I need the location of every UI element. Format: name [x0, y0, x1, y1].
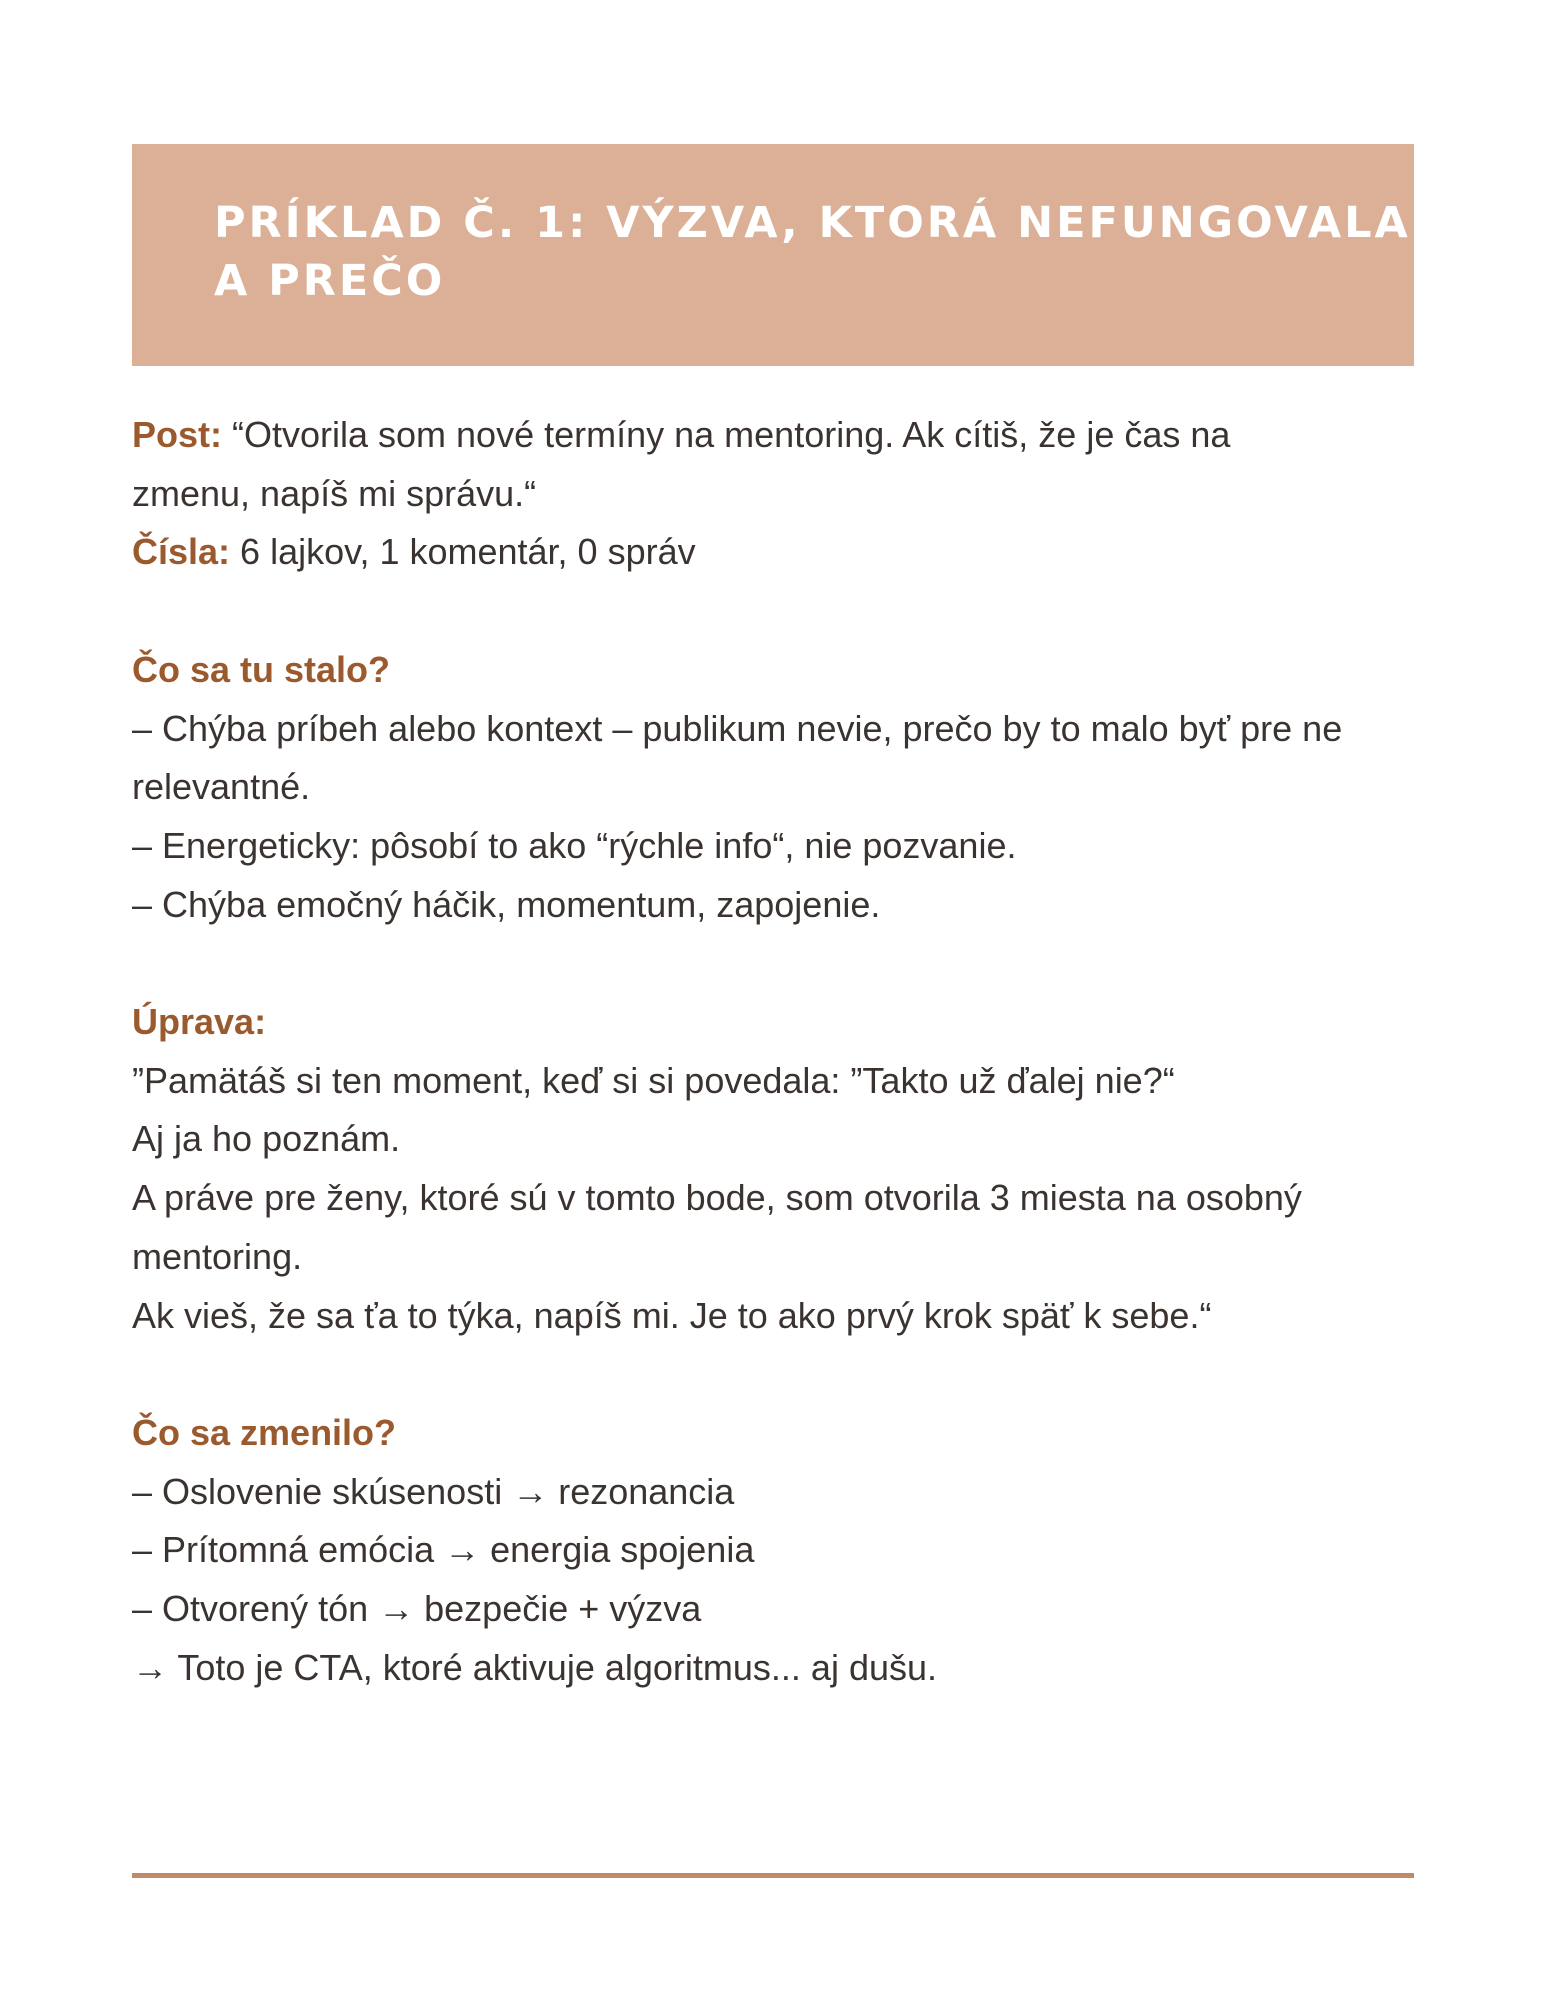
what-happened-line: – Energeticky: pôsobí to ako “rýchle info“, nie pozvanie. — [132, 824, 1017, 866]
what-happened-heading: Čo sa tu stalo? — [132, 648, 391, 690]
what-happened-line: – Chýba emočný háčik, momentum, zapojenie. — [132, 883, 881, 925]
post-line-2: zmenu, napíš mi správu.“ — [132, 472, 537, 514]
edit-line: A práve pre ženy, ktoré sú v tomto bode, som otvorila 3 miesta na osobný — [132, 1177, 1302, 1219]
edit-heading: Úprava: — [132, 1001, 267, 1042]
post-section — [132, 406, 1422, 582]
spacer — [132, 934, 1422, 993]
what-changed-heading: Čo sa zmenilo? — [132, 1411, 397, 1453]
edit-line: Aj ja ho poznám. — [132, 1118, 401, 1160]
what-changed-line: → Toto je CTA, ktoré aktivuje algoritmus... aj dušu. — [132, 1646, 938, 1688]
spacer — [132, 582, 1422, 641]
post-line-1 — [132, 406, 1422, 465]
edit-section — [132, 993, 1422, 1345]
what-happened-line: relevantné. — [132, 766, 311, 808]
numbers-label: Čísla: — [132, 531, 231, 573]
footer-divider — [132, 1873, 1414, 1878]
what-happened-line: – Chýba príbeh alebo kontext – publikum nevie, prečo by to malo byť pre ne — [132, 707, 1343, 749]
spacer — [132, 1345, 1422, 1404]
numbers-text: 6 lajkov, 1 komentár, 0 správ — [230, 531, 696, 573]
what-changed-section — [132, 1404, 1422, 1698]
edit-line: mentoring. — [132, 1235, 303, 1277]
page-title — [214, 194, 1411, 310]
what-happened-section — [132, 641, 1422, 935]
main-content — [132, 406, 1422, 1697]
page-title-line-1: PRÍKLAD Č. 1: VÝZVA, KTORÁ NEFUNGOVALA — [214, 198, 1411, 248]
what-changed-line: – Oslovenie skúsenosti → rezonancia — [132, 1470, 735, 1512]
what-changed-line: – Otvorený tón → bezpečie + výzva — [132, 1588, 702, 1630]
numbers-line — [132, 523, 1422, 582]
page-title-line-2: A PREČO — [214, 256, 446, 306]
post-text-1: “Otvorila som nové termíny na mentoring. Ak cítiš, že je čas na — [222, 414, 1231, 455]
what-changed-line: – Prítomná emócia → energia spojenia — [132, 1529, 755, 1571]
header-banner — [132, 144, 1414, 366]
edit-line: Ak vieš, že sa ťa to týka, napíš mi. Je to ako prvý krok späť k sebe.“ — [132, 1294, 1212, 1336]
post-label: Post: — [132, 414, 222, 455]
edit-line: ”Pamätáš si ten moment, keď si si povedala: ”Takto už ďalej nie?“ — [132, 1059, 1175, 1101]
